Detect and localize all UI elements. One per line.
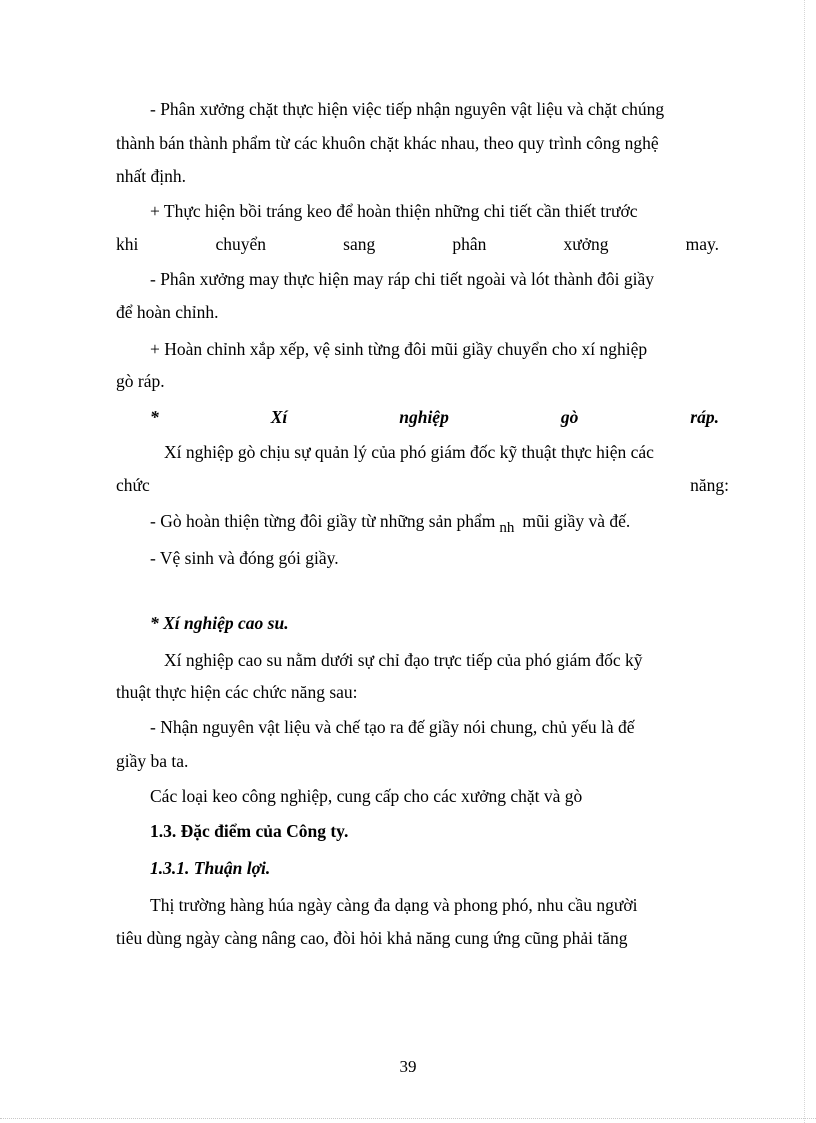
paragraph-line: giầy ba ta. [116, 751, 189, 771]
page-bottom-border [0, 1118, 816, 1119]
paragraph-line: Xí nghiệp cao su nằm dưới sự chỉ đạo trực tiếp của phó giám đốc kỹ [164, 650, 643, 670]
word: chức [116, 475, 150, 495]
page-number: 39 [399, 1057, 417, 1076]
paragraph-line: + Thực hiện bồi tráng keo để hoàn thiện những chi tiết cần thiết trước [150, 201, 638, 221]
word: Xí [270, 407, 288, 427]
word: năng: [690, 475, 729, 495]
paragraph-line: - Vệ sinh và đóng gói giầy. [150, 548, 339, 568]
paragraph-line: gò ráp. [116, 371, 165, 391]
paragraph-line: - Phân xưởng chặt thực hiện việc tiếp nhận nguyên vật liệu và chặt chúng [150, 99, 665, 119]
paragraph-line: tiêu dùng ngày càng nâng cao, đòi hỏi khả năng cung ứng cũng phải tăng [116, 928, 628, 948]
word: gò [560, 407, 579, 427]
subscript-fragment: nh [499, 520, 515, 536]
page-right-border [804, 0, 805, 1123]
section-heading-cao-su: * Xí nghiệp cao su. [150, 613, 289, 633]
paragraph-line: để hoàn chỉnh. [116, 302, 219, 322]
paragraph-line [150, 510, 719, 534]
word: xưởng [563, 234, 609, 254]
paragraph-line: Thị trường hàng húa ngày càng đa dạng và phong phó, nhu cầu người [150, 895, 638, 915]
word: chuyển [215, 234, 267, 254]
paragraph-line: - Nhận nguyên vật liệu và chế tạo ra đế giầy nói chung, chủ yếu là đế [150, 717, 635, 737]
section-heading-go-rap [150, 406, 719, 428]
word: khi [116, 234, 139, 254]
section-heading-1-3: 1.3. Đặc điểm của Công ty. [150, 821, 349, 841]
word: phân [452, 234, 487, 254]
paragraph-line: thành bán thành phẩm từ các khuôn chặt khác nhau, theo quy trình công nghệ [116, 133, 659, 153]
word: ráp. [690, 407, 719, 427]
section-heading-1-3-1: 1.3.1. Thuận lợi. [150, 858, 271, 878]
paragraph-line: Xí nghiệp gò chịu sự quản lý của phó giám đốc kỹ thuật thực hiện các [164, 442, 654, 462]
paragraph-line: - Phân xưởng may thực hiện may ráp chi tiết ngoài và lót thành đôi giầy [150, 269, 655, 289]
paragraph-line: + Hoàn chỉnh xắp xếp, vệ sinh từng đôi mũi giầy chuyển cho xí nghiệp [150, 339, 648, 359]
word: may. [685, 234, 719, 254]
justified-line [116, 474, 729, 496]
text-fragment: mũi giầy và đế. [522, 511, 631, 531]
justified-line [116, 233, 719, 255]
paragraph-line: Các loại keo công nghiệp, cung cấp cho các xưởng chặt và gò [150, 786, 583, 806]
word: * [150, 407, 159, 427]
word: nghiệp [399, 407, 449, 427]
word: sang [343, 234, 376, 254]
paragraph-line: nhất định. [116, 166, 186, 186]
text-fragment: - Gò hoàn thiện từng đôi giầy từ những sản phẩm [150, 511, 496, 531]
paragraph-line: thuật thực hiện các chức năng sau: [116, 682, 358, 702]
